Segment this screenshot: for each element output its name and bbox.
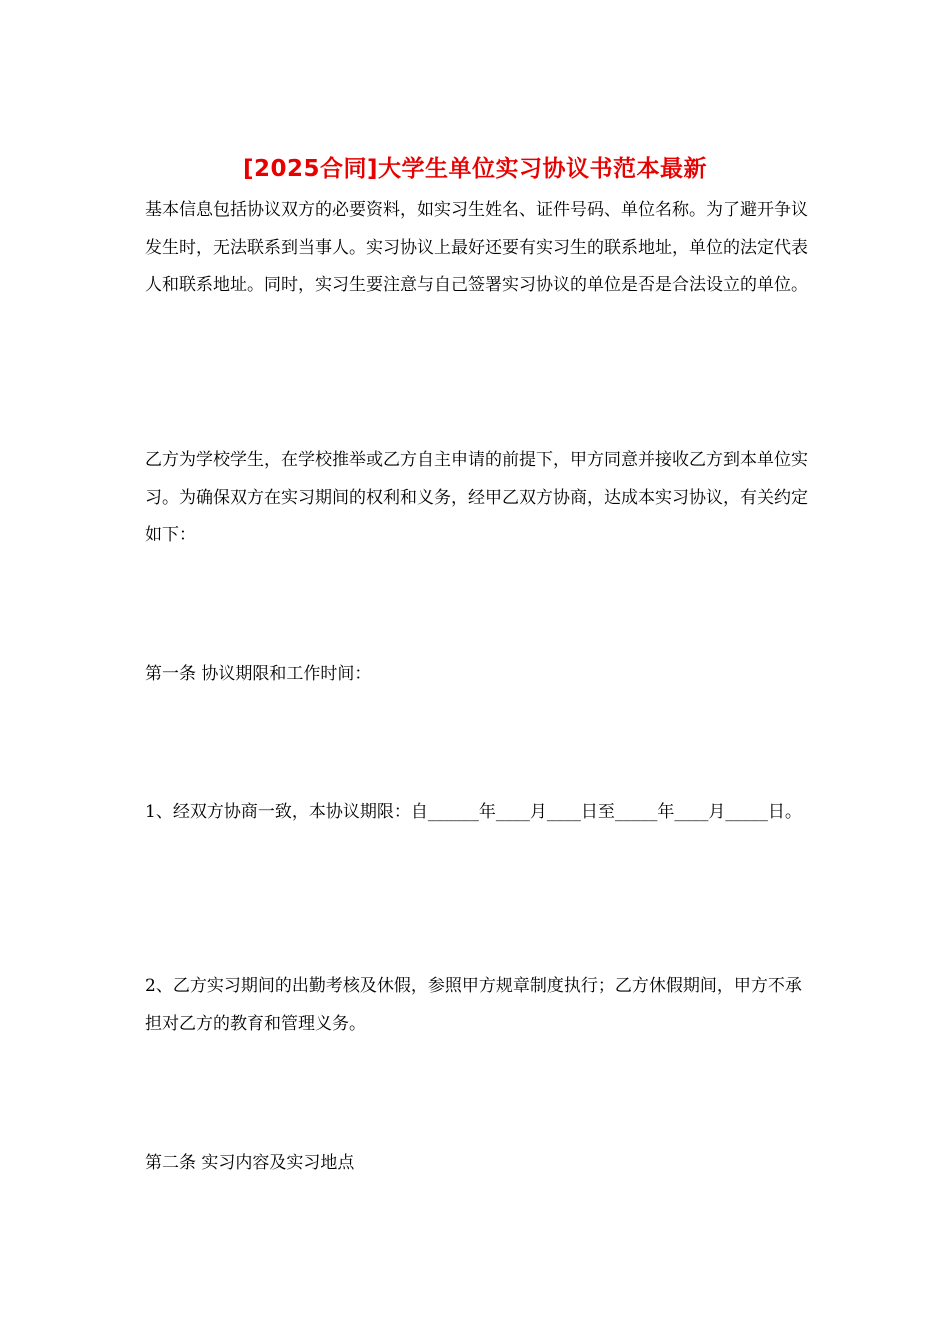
paragraph-basic-info: 基本信息包括协议双方的必要资料，如实习生姓名、证件号码、单位名称。为了避开争议发生时，无法联系到当事人。实习协议上最好还要有实习生的联系地址，单位的法定代表人和联系地址。同时，实习生要注意与自己签署实习协议的单位是否是合法设立的单位。 [145, 200, 808, 295]
article-1-heading: 第一条 协议期限和工作时间： [145, 664, 372, 684]
clause-2-attendance: 2、乙方实习期间的出勤考核及休假，参照甲方规章制度执行；乙方休假期间，甲方不承担对乙方的教育和管理义务。 [145, 976, 802, 1034]
article-2-heading: 第二条 实习内容及实习地点 [145, 1153, 355, 1173]
document-title: [2025合同]大学生单位实习协议书范本最新 [242, 156, 708, 182]
clause-1-term: 1、经双方协商一致，本协议期限：自______年____月____日至_____年____月_____日。 [145, 802, 802, 822]
paragraph-agreement-intro: 乙方为学校学生，在学校推举或乙方自主申请的前提下，甲方同意并接收乙方到本单位实习。为确保双方在实习期间的权利和义务，经甲乙双方协商，达成本实习协议，有关约定如下： [145, 450, 808, 545]
